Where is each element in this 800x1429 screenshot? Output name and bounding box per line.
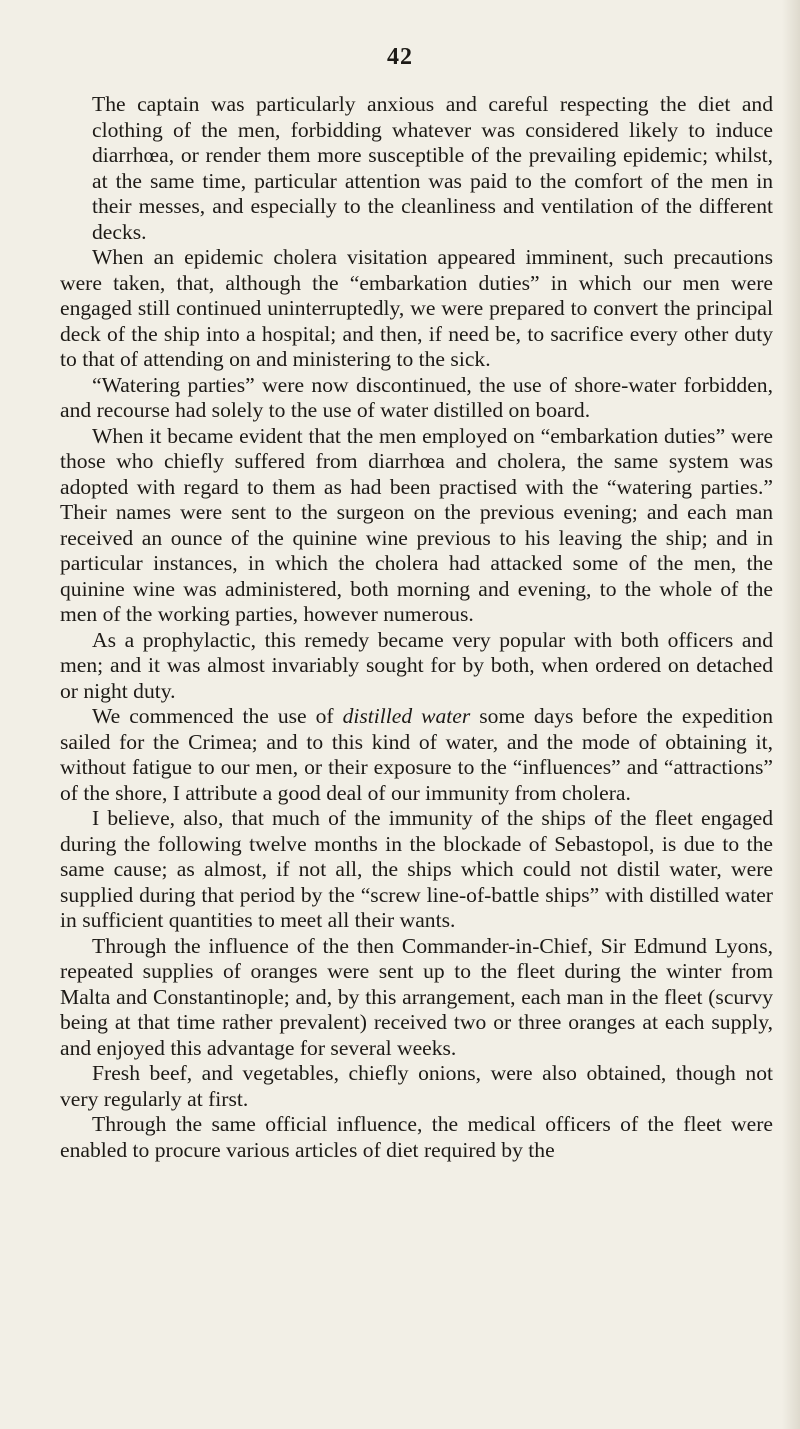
paragraph-3: “Watering parties” were now discontinued, the use of shore-water forbidden, and recourse had solely to the use of water distilled on board. [60,372,773,422]
paragraph-4: When it became evident that the men employed on “embarkation duties” were those who chiefly suffered from diarrhœa and cholera, the same system was adopted with regard to them as had been practised with the “watering parties.” Their names were sent to the surgeon on the previous evening; and each man received an ounce of the quinine wine previous to his leaving the ship; and in particular instances, in which the cholera had attacked some of the men, the quinine wine was administered, both morning and evening, to the whole of the men of the working parties, however numerous. [60,423,773,626]
paragraph-6 [60,704,773,806]
paragraph-6-after: some days before the expedition sailed for the Crimea; and to this kind of water, and the mode of obtaining it, without fatigue to our men, or their exposure to the “influences” and “attractions” of the shore, I attribute a good deal of our immunity from cholera. [60,704,773,805]
paragraph-1: The captain was particularly anxious and careful respecting the diet and clothing of the men, forbidding whatever was considered likely to induce diarrhœa, or render them more susceptible of the prevailing epidemic; whilst, at the same time, particular attention was paid to the comfort of the men in their messes, and especially to the cleanliness and ventilation of the different decks. [92,92,773,244]
paragraph-5: As a prophylactic, this remedy became very popular with both officers and men; and it was almost invariably sought for by both, when ordered on detached or night duty. [60,627,773,703]
paragraph-8: Through the influence of the then Commander-in-Chief, Sir Edmund Lyons, repeated supplies of oranges were sent up to the fleet during the winter from Malta and Constantinople; and, by this arrangement, each man in the fleet (scurvy being at that time rather prevalent) received two or three oranges at each supply, and enjoyed this advantage for several weeks. [60,933,773,1060]
paragraph-2: When an epidemic cholera visitation appeared imminent, such precautions were taken, that, although the “embarkation duties” in which our men were engaged still continued uninterruptedly, we were prepared to convert the principal deck of the ship into a hospital; and then, if need be, to sacrifice every other duty to that of attending on and ministering to the sick. [60,245,773,371]
page-edge-shadow [782,0,800,1429]
body-text [60,92,773,1163]
page-number: 42 [387,44,413,70]
paragraph-6-before: We commenced the use of [92,704,343,728]
paragraph-7: I believe, also, that much of the immunity of the ships of the fleet engaged during the following twelve months in the blockade of Sebastopol, is due to the same cause; as almost, if not all, the ships which could not distil water, were supplied during that period by the “screw line-of-battle ships” with distilled water in sufficient quantities to meet all their wants. [60,806,773,932]
paragraph-6-emphasis: distilled water [342,704,471,728]
paragraph-10: Through the same official influence, the medical officers of the fleet were enabled to procure various articles of diet required by the [60,1112,773,1162]
paragraph-9: Fresh beef, and vegetables, chiefly onions, were also obtained, though not very regularly at first. [60,1061,773,1111]
